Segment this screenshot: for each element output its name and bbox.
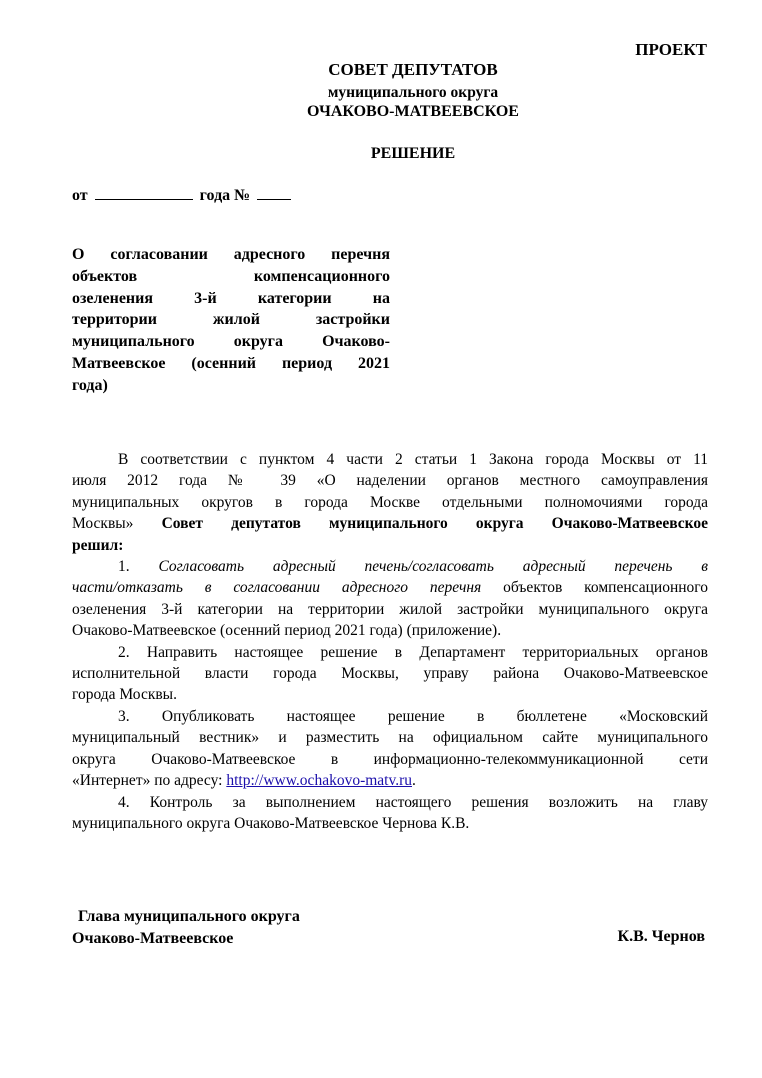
district-type: муниципального округа	[327, 84, 499, 101]
subject-line: О согласовании адресного перечня	[72, 246, 390, 263]
preamble-line: В соответствии с пунктом 4 части 2 статьи 1 Закона города Москвы от 11	[118, 451, 708, 468]
point-1-italic-cont: части/отказать в согласовании адресного перечня	[72, 579, 482, 597]
preamble-line: муниципальных округов в города Москве отдельными полномочиями города	[72, 493, 708, 511]
internet-prefix: «Интернет» по адресу:	[72, 772, 223, 790]
point-1-line: озеленения 3-й категории на территории жилой застройки муниципального округа	[72, 600, 708, 618]
point-2-line: города Москвы.	[72, 686, 177, 704]
point-1-text: объектов компенсационного	[503, 579, 709, 597]
council-title: СОВЕТ ДЕПУТАТОВ	[328, 60, 498, 79]
date-blank	[95, 187, 193, 200]
decision-body	[72, 449, 708, 834]
date-number-line	[72, 187, 294, 205]
decision-subject	[72, 244, 390, 397]
date-middle: года №	[199, 187, 251, 204]
point-3-line	[72, 770, 708, 791]
subject-line: муниципального округа Очаково-	[72, 333, 390, 351]
point-1-line	[72, 577, 708, 598]
signatory-title-line1: Глава муниципального округа	[78, 908, 300, 925]
district-name: ОЧАКОВО-МАТВЕЕВСКОЕ	[307, 103, 519, 120]
preamble-line: июля 2012 года № 39 «О наделении органов местного самоуправления	[72, 472, 708, 490]
point-3-line: округа Очаково-Матвеевское в информационно-телекоммуникационной сети	[72, 750, 708, 768]
subject-line: Матвеевское (осенний период 2021	[72, 354, 390, 372]
council-name-bold: Совет депутатов муниципального округа Очаково-Матвеевское	[161, 515, 708, 533]
point-1-line	[72, 556, 708, 577]
point-1-number: 1.	[118, 558, 130, 576]
point-3-line: муниципальный вестник» и разместить на официальном сайте муниципального	[72, 729, 708, 747]
subject-line: озеленения 3-й категории на	[72, 289, 390, 307]
preamble-law-end: Москвы»	[72, 515, 134, 533]
subject-line: объектов компенсационного	[72, 267, 390, 285]
draft-stamp: ПРОЕКТ	[635, 40, 707, 59]
date-prefix: от	[72, 187, 88, 204]
document-type: РЕШЕНИЕ	[370, 145, 456, 162]
point-4-line: 4. Контроль за выполнением настоящего решения возложить на главу	[118, 793, 708, 811]
point-1-line: Очаково-Матвеевское (осенний период 2021 года) (приложение).	[72, 622, 502, 640]
signatory-title-line2: Очаково-Матвеевское	[72, 930, 234, 947]
signatory-name: К.В. Чернов	[617, 928, 705, 945]
point-4-line: муниципального округа Очаково-Матвеевское Чернова К.В.	[72, 814, 470, 832]
point-1-italic: Согласовать адресный печень/согласовать адресный перечень в	[158, 558, 709, 576]
website-link[interactable]: http://www.ochakovo-matv.ru	[226, 772, 413, 790]
resolved-label: решил:	[72, 536, 124, 554]
signatory-title	[72, 906, 300, 950]
number-blank	[257, 187, 291, 200]
point-2-line: исполнительной власти города Москвы, управу района Очаково-Матвеевское	[72, 665, 708, 683]
link-period: .	[412, 772, 416, 790]
subject-line: территории жилой застройки	[72, 311, 390, 329]
subject-line: года)	[72, 376, 108, 394]
point-3-line: 3. Опубликовать настоящее решение в бюллетене «Московский	[118, 707, 708, 725]
point-2-line: 2. Направить настоящее решение в Департамент территориальных органов	[118, 643, 708, 661]
preamble-line-council	[72, 513, 708, 534]
